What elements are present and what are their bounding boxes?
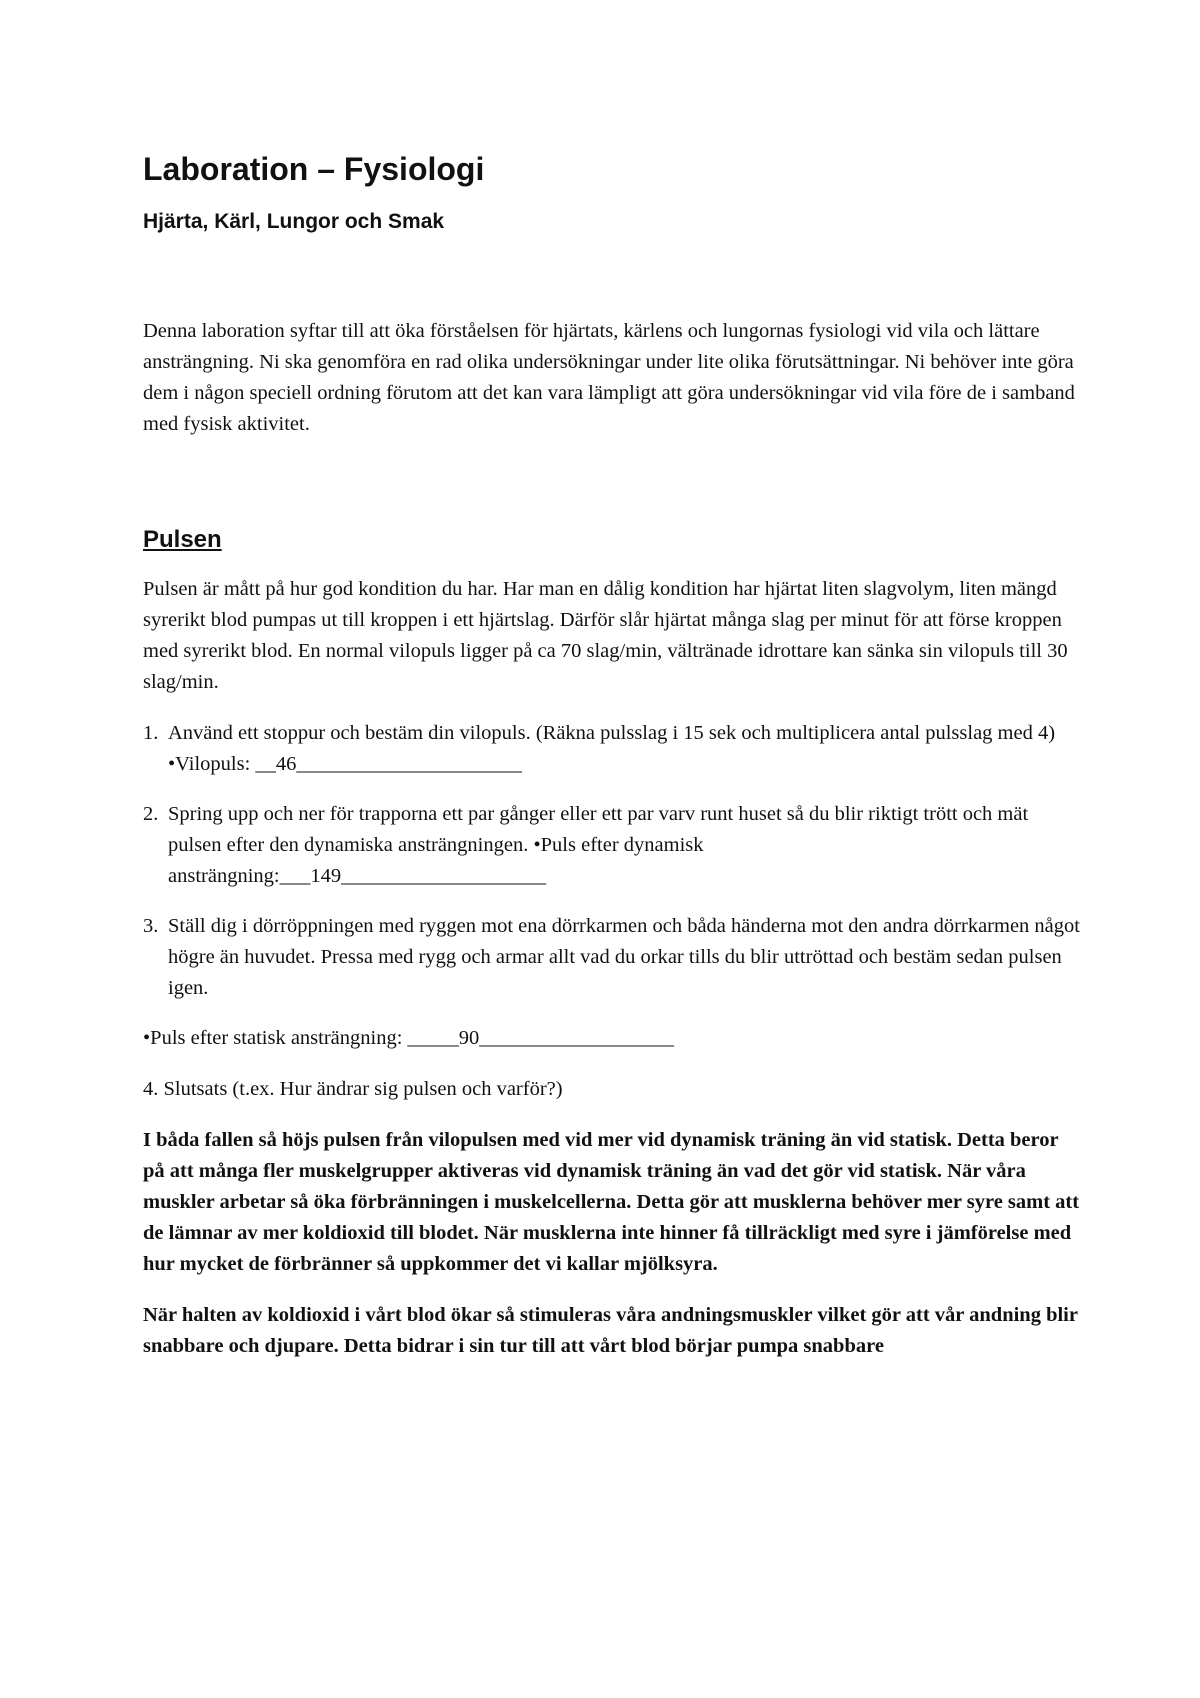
task-number: 2.	[143, 803, 159, 826]
answer-blank-prefix: _____	[407, 1027, 459, 1050]
task-number: 1.	[143, 722, 159, 745]
intro-paragraph: Denna laboration syftar till att öka förståelsen för hjärtats, kärlens och lungornas fysiologi vid vila och lättare ansträngning. Ni ska genomföra en rad olika undersökningar under lite olika förutsättningar. Ni behöver inte göra dem i någon speciell ordning förutom att det kan vara lämpligt att göra undersökningar vid vila före de i samband med fysisk aktivitet.	[143, 320, 1075, 436]
answer-blank-prefix: ___	[279, 865, 311, 888]
answer-blank-suffix: ____________________	[341, 865, 547, 888]
pulse-intro-paragraph: Pulsen är mått på hur god kondition du har. Har man en dålig kondition har hjärtat liten slagvolym, liten mängd syrerikt blod pumpas ut till kroppen i ett hjärtslag. Därför slår hjärtat många slag per minut för att förse kroppen med syrerikt blod. En normal vilopuls ligger på ca 70 slag/min, vältränade idrottare kan sänka sin vilopuls till 30 slag/min.	[143, 578, 1068, 694]
document-title: Laboration – Fysiologi	[143, 151, 485, 187]
conclusion-answer-paragraph-1: I båda fallen så höjs pulsen från vilopulsen med vid mer vid dynamisk träning än vid statisk. Detta beror på att många fler muskelgrupper aktiveras vid dynamisk träning än vad det gör vid statisk. När våra muskler arbetar så öka förbränningen i muskelcellerna. Detta gör att musklerna behöver mer syre samt att de lämnar av mer koldioxid till blodet. När musklerna inte hinner få tillräckligt med syre i jämförelse med hur mycket de förbränner så uppkommer det vi kallar mjölksyra.	[143, 1129, 1080, 1276]
document-subtitle: Hjärta, Kärl, Lungor och Smak	[143, 210, 445, 234]
document-content	[143, 150, 1083, 1362]
answer-blank-prefix: __	[255, 753, 276, 776]
task-item-3	[143, 911, 1083, 1004]
task-number: 3.	[143, 915, 159, 938]
static-pulse-label: •Puls efter statisk ansträngning:	[143, 1027, 408, 1050]
section-heading-pulsen: Pulsen	[143, 526, 222, 554]
task-item-1	[143, 718, 1083, 780]
conclusion-question: 4. Slutsats (t.ex. Hur ändrar sig pulsen och varför?)	[143, 1078, 563, 1101]
task-list	[143, 718, 1083, 1004]
task-item-2	[143, 799, 1083, 892]
resting-pulse-value: 46	[275, 753, 297, 776]
answer-blank-suffix: ______________________	[296, 753, 522, 776]
task-text: Ställ dig i dörröppningen med ryggen mot ena dörrkarmen och båda händerna mot den andra dörrkarmen något högre än huvudet. Pressa med rygg och armar allt vad du orkar tills du blir uttröttad och bestäm sedan pulsen igen.	[168, 915, 1080, 1000]
task-text: Använd ett stoppur och bestäm din vilopuls. (Räkna pulsslag i 15 sek och multiplicera antal pulsslag med 4) •Vilopuls:	[168, 722, 1056, 776]
static-pulse-value: 90	[458, 1027, 480, 1050]
static-pulse-line	[143, 1023, 1083, 1054]
conclusion-answer-paragraph-2: När halten av koldioxid i vårt blod ökar så stimuleras våra andningsmuskler vilket gör att vår andning blir snabbare och djupare. Detta bidrar i sin tur till att vårt blod börjar pumpa snabbare	[143, 1304, 1078, 1358]
task-text: Spring upp och ner för trapporna ett par gånger eller ett par varv runt huset så du blir riktigt trött och mät pulsen efter den dynamiska ansträngningen. •Puls efter dynamisk ansträngning:	[168, 803, 1029, 888]
answer-blank-suffix: ___________________	[479, 1027, 675, 1050]
dynamic-pulse-value: 149	[310, 865, 342, 888]
